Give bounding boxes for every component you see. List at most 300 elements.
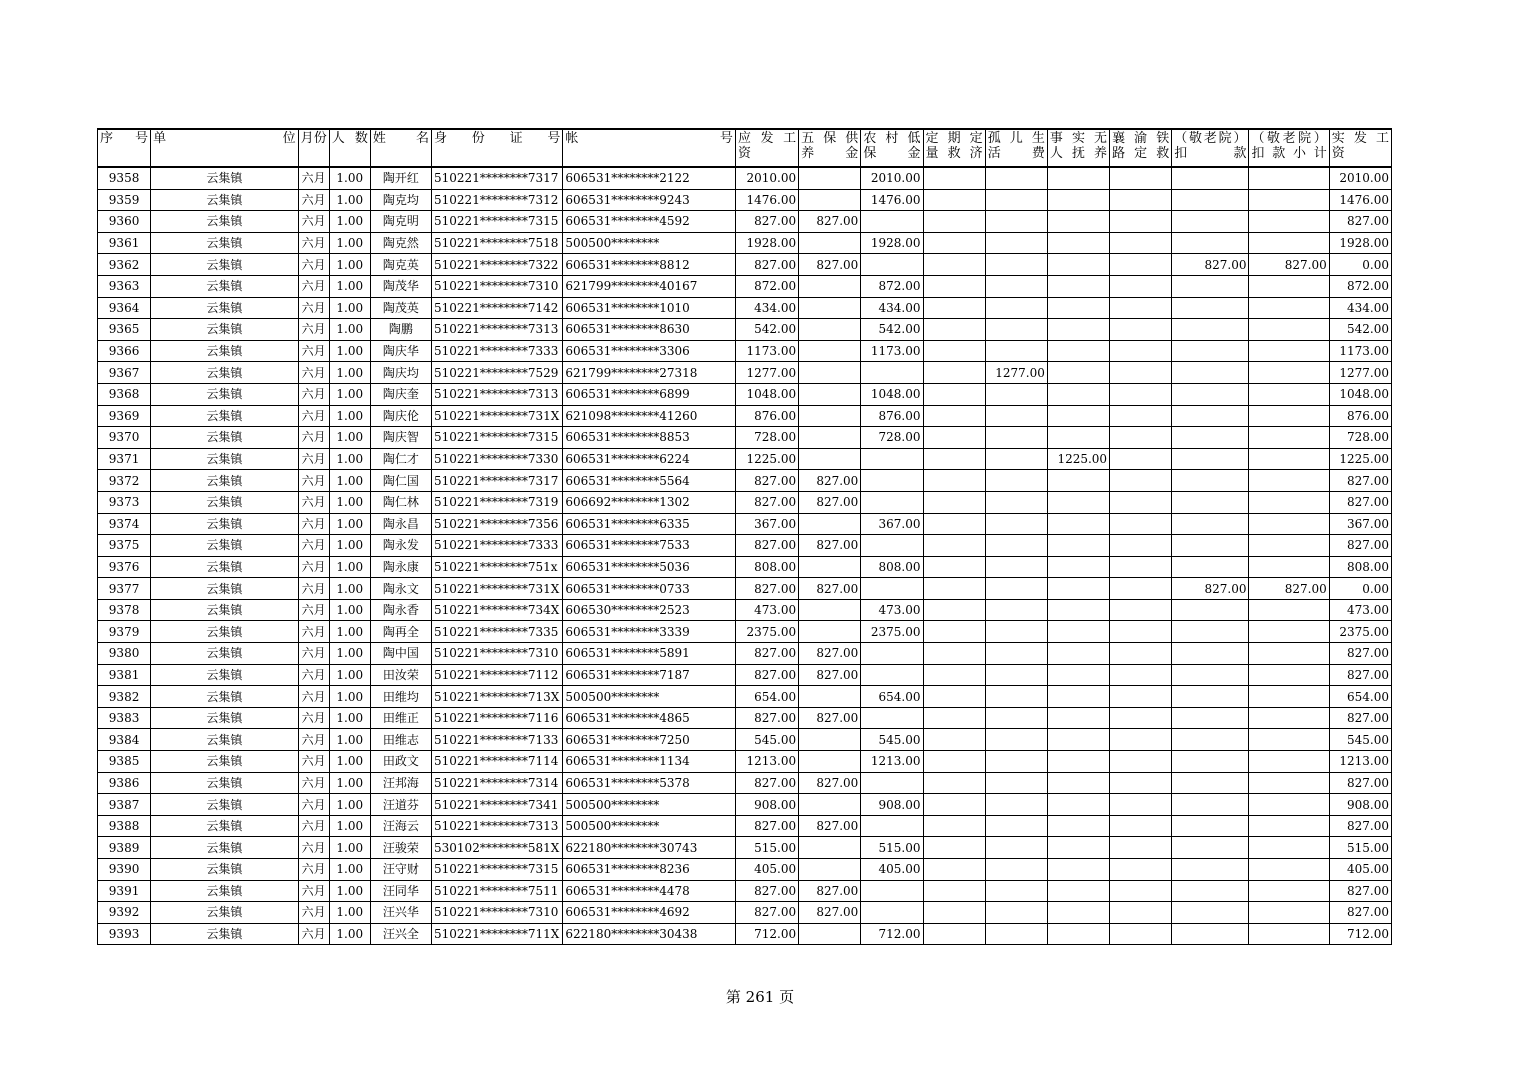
table-cell: 六月 (298, 578, 329, 600)
table-cell: 陶永康 (370, 556, 431, 578)
table-cell (1172, 189, 1249, 211)
table-cell (1047, 275, 1109, 297)
table-row (98, 189, 1392, 211)
table-cell (985, 599, 1047, 621)
table-cell (923, 880, 985, 902)
table-cell (985, 923, 1047, 945)
table-cell (1047, 772, 1109, 794)
table-cell: 陶庆伦 (370, 405, 431, 427)
table-cell: 500500******** (563, 232, 736, 254)
table-cell (985, 578, 1047, 600)
table-cell: 827.00 (1329, 707, 1391, 729)
table-cell: 606531********0733 (563, 578, 736, 600)
table-cell: 1213.00 (861, 751, 923, 773)
table-cell: 510221********7315 (432, 427, 563, 449)
table-cell: 陶庆奎 (370, 383, 431, 405)
table-cell (1249, 362, 1329, 384)
table-cell (1172, 470, 1249, 492)
table-cell (923, 643, 985, 665)
table-cell: 606692********1302 (563, 491, 736, 513)
table-cell (1047, 535, 1109, 557)
table-row (98, 880, 1392, 902)
table-cell: 606531********8853 (563, 427, 736, 449)
table-cell: 827.00 (735, 491, 798, 513)
table-cell: 云集镇 (151, 491, 298, 513)
column-header: 孤 儿 生 活 费 (985, 129, 1047, 167)
table-cell: 陶克然 (370, 232, 431, 254)
table-cell: 9364 (98, 297, 151, 319)
table-cell: 510221********7511 (432, 880, 563, 902)
table-cell: 827.00 (799, 815, 861, 837)
table-cell: 云集镇 (151, 880, 298, 902)
table-cell: 云集镇 (151, 643, 298, 665)
table-cell (1047, 211, 1109, 233)
table-cell (861, 815, 923, 837)
table-cell (923, 578, 985, 600)
table-cell: 9392 (98, 902, 151, 924)
table-cell: 1.00 (329, 556, 370, 578)
table-cell: 9382 (98, 686, 151, 708)
table-cell (1172, 686, 1249, 708)
table-cell: 622180********30743 (563, 837, 736, 859)
table-cell: 434.00 (1329, 297, 1391, 319)
table-cell: 510221********7313 (432, 383, 563, 405)
table-row (98, 297, 1392, 319)
table-cell: 827.00 (1249, 578, 1329, 600)
table-cell (985, 643, 1047, 665)
table-cell: 9386 (98, 772, 151, 794)
table-cell: 510221********7317 (432, 167, 563, 189)
table-cell (1110, 556, 1172, 578)
column-header: 单 位 (151, 129, 298, 167)
table-cell: 827.00 (1329, 470, 1391, 492)
table-cell: 陶仁国 (370, 470, 431, 492)
table-cell: 云集镇 (151, 448, 298, 470)
table-cell: 六月 (298, 621, 329, 643)
table-cell: 云集镇 (151, 859, 298, 881)
table-cell: 827.00 (735, 707, 798, 729)
table-row (98, 211, 1392, 233)
table-cell: 808.00 (1329, 556, 1391, 578)
table-cell: 9374 (98, 513, 151, 535)
table-cell (985, 686, 1047, 708)
table-cell: 1.00 (329, 643, 370, 665)
table-cell: 9361 (98, 232, 151, 254)
table-cell (1110, 923, 1172, 945)
table-cell: 1277.00 (985, 362, 1047, 384)
table-cell: 510221********711X (432, 923, 563, 945)
table-cell: 500500******** (563, 686, 736, 708)
table-cell: 六月 (298, 470, 329, 492)
table-cell: 827.00 (799, 470, 861, 492)
column-header: 身 份 证 号 (432, 129, 563, 167)
table-cell: 510221********7529 (432, 362, 563, 384)
table-body (98, 167, 1392, 945)
table-cell: 云集镇 (151, 211, 298, 233)
table-cell (923, 297, 985, 319)
table-cell: 六月 (298, 794, 329, 816)
table-cell: 云集镇 (151, 664, 298, 686)
table-cell (923, 383, 985, 405)
table-cell: 473.00 (1329, 599, 1391, 621)
table-cell: 510221********7518 (432, 232, 563, 254)
table-cell: 1.00 (329, 513, 370, 535)
table-row (98, 427, 1392, 449)
table-cell (923, 275, 985, 297)
table-cell (1249, 837, 1329, 859)
table-cell (1110, 189, 1172, 211)
table-cell (1249, 643, 1329, 665)
table-cell: 827.00 (799, 643, 861, 665)
table-cell (1110, 254, 1172, 276)
table-cell: 六月 (298, 599, 329, 621)
table-cell: 汪兴华 (370, 902, 431, 924)
table-cell: 六月 (298, 297, 329, 319)
table-cell: 汪兴全 (370, 923, 431, 945)
table-row (98, 923, 1392, 945)
table-cell: 云集镇 (151, 340, 298, 362)
table-cell: 827.00 (735, 578, 798, 600)
table-cell: 1.00 (329, 275, 370, 297)
table-cell: 876.00 (1329, 405, 1391, 427)
table-cell: 云集镇 (151, 297, 298, 319)
table-cell (861, 470, 923, 492)
table-cell: 陶永香 (370, 599, 431, 621)
table-cell: 9372 (98, 470, 151, 492)
table-cell: 六月 (298, 643, 329, 665)
table-row (98, 837, 1392, 859)
table-cell: 606531********7250 (563, 729, 736, 751)
table-cell: 510221********7341 (432, 794, 563, 816)
table-cell (1172, 513, 1249, 535)
table-header-row (98, 129, 1392, 167)
table-cell: 510221********7116 (432, 707, 563, 729)
table-cell: 云集镇 (151, 167, 298, 189)
table-cell: 云集镇 (151, 794, 298, 816)
table-cell (1047, 470, 1109, 492)
table-cell: 510221********7310 (432, 902, 563, 924)
table-cell (1110, 902, 1172, 924)
table-cell: 510221********713X (432, 686, 563, 708)
column-header: 人 数 (329, 129, 370, 167)
table-cell (1047, 167, 1109, 189)
table-row (98, 902, 1392, 924)
table-cell (1110, 362, 1172, 384)
table-cell: 9369 (98, 405, 151, 427)
table-cell: 808.00 (861, 556, 923, 578)
table-cell: 9377 (98, 578, 151, 600)
table-cell (1110, 405, 1172, 427)
table-cell (1110, 448, 1172, 470)
table-cell: 1.00 (329, 729, 370, 751)
table-cell (923, 340, 985, 362)
table-cell: 9371 (98, 448, 151, 470)
table-cell (1249, 599, 1329, 621)
table-cell (1249, 232, 1329, 254)
table-row (98, 621, 1392, 643)
table-row (98, 751, 1392, 773)
table-cell (923, 923, 985, 945)
table-cell (1110, 815, 1172, 837)
payroll-table (97, 128, 1392, 945)
table-cell: 405.00 (861, 859, 923, 881)
table-cell: 606530********2523 (563, 599, 736, 621)
table-row (98, 729, 1392, 751)
table-cell: 473.00 (735, 599, 798, 621)
table-cell (923, 794, 985, 816)
table-cell (799, 427, 861, 449)
table-cell: 云集镇 (151, 275, 298, 297)
table-cell (923, 232, 985, 254)
table-cell (1172, 491, 1249, 513)
table-row (98, 815, 1392, 837)
table-cell (923, 362, 985, 384)
table-cell (1110, 167, 1172, 189)
column-header: （敬老院）扣 款 小 计 (1249, 129, 1329, 167)
column-header: 应 发 工 资 (735, 129, 798, 167)
table-cell (923, 491, 985, 513)
table-cell: 827.00 (799, 491, 861, 513)
table-cell (861, 902, 923, 924)
table-cell (985, 189, 1047, 211)
table-cell (923, 902, 985, 924)
table-cell (1047, 383, 1109, 405)
table-cell (985, 859, 1047, 881)
table-cell: 陶克均 (370, 189, 431, 211)
table-cell (1110, 794, 1172, 816)
table-cell: 1173.00 (735, 340, 798, 362)
table-cell: 606531********6899 (563, 383, 736, 405)
table-cell (1047, 707, 1109, 729)
table-cell: 陶永昌 (370, 513, 431, 535)
table-cell: 9358 (98, 167, 151, 189)
table-cell: 510221********734X (432, 599, 563, 621)
table-cell (923, 815, 985, 837)
table-cell (799, 383, 861, 405)
table-cell: 1213.00 (1329, 751, 1391, 773)
table-cell: 606531********5564 (563, 470, 736, 492)
table-cell: 9387 (98, 794, 151, 816)
table-cell: 1.00 (329, 535, 370, 557)
table-cell: 827.00 (735, 880, 798, 902)
table-cell (1172, 837, 1249, 859)
table-cell: 云集镇 (151, 383, 298, 405)
table-cell: 545.00 (861, 729, 923, 751)
table-cell: 2375.00 (735, 621, 798, 643)
table-cell (1249, 815, 1329, 837)
table-cell (1047, 880, 1109, 902)
table-cell: 510221********7310 (432, 275, 563, 297)
table-cell: 1.00 (329, 837, 370, 859)
table-cell: 1.00 (329, 319, 370, 341)
table-cell: 1.00 (329, 189, 370, 211)
table-cell (1110, 297, 1172, 319)
column-header: 序 号 (98, 129, 151, 167)
table-cell: 827.00 (1329, 643, 1391, 665)
table-cell (799, 751, 861, 773)
table-cell: 908.00 (861, 794, 923, 816)
table-cell: 473.00 (861, 599, 923, 621)
column-header: 定 期 定 量 救 济 (923, 129, 985, 167)
table-row (98, 556, 1392, 578)
table-cell: 六月 (298, 362, 329, 384)
table-cell: 510221********7330 (432, 448, 563, 470)
table-cell (985, 427, 1047, 449)
table-cell: 510221********7310 (432, 643, 563, 665)
table-cell: 434.00 (861, 297, 923, 319)
table-row (98, 535, 1392, 557)
table-cell: 9375 (98, 535, 151, 557)
table-cell: 六月 (298, 383, 329, 405)
table-cell: 728.00 (861, 427, 923, 449)
table-cell: 1173.00 (861, 340, 923, 362)
table-cell: 1.00 (329, 470, 370, 492)
table-cell: 621799********27318 (563, 362, 736, 384)
table-cell (799, 448, 861, 470)
table-cell: 陶茂英 (370, 297, 431, 319)
table-cell: 1048.00 (1329, 383, 1391, 405)
table-cell: 827.00 (735, 902, 798, 924)
table-cell: 606531********7187 (563, 664, 736, 686)
table-cell: 云集镇 (151, 815, 298, 837)
table-cell (1172, 535, 1249, 557)
table-cell: 621098********41260 (563, 405, 736, 427)
table-cell: 827.00 (799, 664, 861, 686)
table-cell: 510221********731X (432, 578, 563, 600)
table-cell: 606531********1010 (563, 297, 736, 319)
table-cell (1249, 405, 1329, 427)
table-cell: 六月 (298, 751, 329, 773)
table-cell (985, 880, 1047, 902)
table-cell: 1048.00 (735, 383, 798, 405)
table-cell: 827.00 (799, 772, 861, 794)
table-cell: 1.00 (329, 923, 370, 945)
table-cell (1047, 729, 1109, 751)
table-cell: 9391 (98, 880, 151, 902)
table-cell: 827.00 (799, 254, 861, 276)
table-cell: 908.00 (735, 794, 798, 816)
table-cell (1172, 664, 1249, 686)
table-cell: 云集镇 (151, 837, 298, 859)
table-cell: 云集镇 (151, 902, 298, 924)
table-cell (985, 319, 1047, 341)
table-cell: 云集镇 (151, 599, 298, 621)
column-header: 襄 渝 铁 路 定 救 (1110, 129, 1172, 167)
table-cell: 六月 (298, 254, 329, 276)
table-cell (1172, 751, 1249, 773)
table-cell (985, 448, 1047, 470)
table-cell: 1.00 (329, 362, 370, 384)
table-cell: 汪道芬 (370, 794, 431, 816)
table-cell: 606531********5378 (563, 772, 736, 794)
table-cell: 827.00 (1249, 254, 1329, 276)
table-cell (923, 319, 985, 341)
table-cell: 827.00 (799, 880, 861, 902)
table-cell: 田维志 (370, 729, 431, 751)
table-cell (799, 556, 861, 578)
table-cell (1047, 556, 1109, 578)
table-cell: 827.00 (735, 211, 798, 233)
table-cell: 1.00 (329, 815, 370, 837)
table-cell: 1.00 (329, 880, 370, 902)
table-cell: 云集镇 (151, 189, 298, 211)
table-cell: 510221********751x (432, 556, 563, 578)
table-cell: 510221********7114 (432, 751, 563, 773)
table-cell: 367.00 (735, 513, 798, 535)
table-cell: 606531********8630 (563, 319, 736, 341)
table-cell: 606531********2122 (563, 167, 736, 189)
table-cell: 654.00 (861, 686, 923, 708)
table-cell (985, 815, 1047, 837)
table-cell (923, 470, 985, 492)
column-header: 实 发 工 资 (1329, 129, 1391, 167)
table-cell: 510221********7112 (432, 664, 563, 686)
table-cell: 六月 (298, 232, 329, 254)
table-cell: 汪邦海 (370, 772, 431, 794)
table-cell (861, 707, 923, 729)
table-row (98, 686, 1392, 708)
table-cell (985, 664, 1047, 686)
table-cell (1047, 189, 1109, 211)
table-cell (861, 664, 923, 686)
table-cell: 827.00 (1329, 491, 1391, 513)
table-cell (1172, 772, 1249, 794)
table-cell: 1.00 (329, 621, 370, 643)
table-cell (1249, 427, 1329, 449)
table-cell (1110, 340, 1172, 362)
table-cell: 六月 (298, 902, 329, 924)
table-row (98, 491, 1392, 513)
table-cell (923, 729, 985, 751)
table-cell: 云集镇 (151, 923, 298, 945)
table-cell: 1277.00 (735, 362, 798, 384)
table-cell: 9359 (98, 189, 151, 211)
table-cell: 9366 (98, 340, 151, 362)
table-cell (1047, 340, 1109, 362)
table-cell: 六月 (298, 405, 329, 427)
table-cell: 陶克英 (370, 254, 431, 276)
table-cell (1172, 815, 1249, 837)
table-cell: 1225.00 (1047, 448, 1109, 470)
table-cell: 510221********7322 (432, 254, 563, 276)
table-row (98, 232, 1392, 254)
table-cell: 9385 (98, 751, 151, 773)
table-cell (1249, 470, 1329, 492)
table-cell: 9393 (98, 923, 151, 945)
table-cell: 1476.00 (861, 189, 923, 211)
table-cell (1249, 902, 1329, 924)
table-cell (861, 772, 923, 794)
table-cell (1249, 275, 1329, 297)
column-header: 五 保 供 养 金 (799, 129, 861, 167)
table-cell: 827.00 (735, 643, 798, 665)
column-header: （敬老院）扣 款 (1172, 129, 1249, 167)
table-cell: 712.00 (735, 923, 798, 945)
table-cell: 2010.00 (861, 167, 923, 189)
table-cell (799, 621, 861, 643)
table-cell: 9362 (98, 254, 151, 276)
table-cell (1172, 362, 1249, 384)
table-cell (1110, 643, 1172, 665)
table-row (98, 794, 1392, 816)
table-cell: 六月 (298, 837, 329, 859)
table-cell (1172, 319, 1249, 341)
table-cell: 621799********40167 (563, 275, 736, 297)
table-cell: 陶庆智 (370, 427, 431, 449)
table-cell (1172, 448, 1249, 470)
table-cell (799, 729, 861, 751)
table-cell: 9383 (98, 707, 151, 729)
